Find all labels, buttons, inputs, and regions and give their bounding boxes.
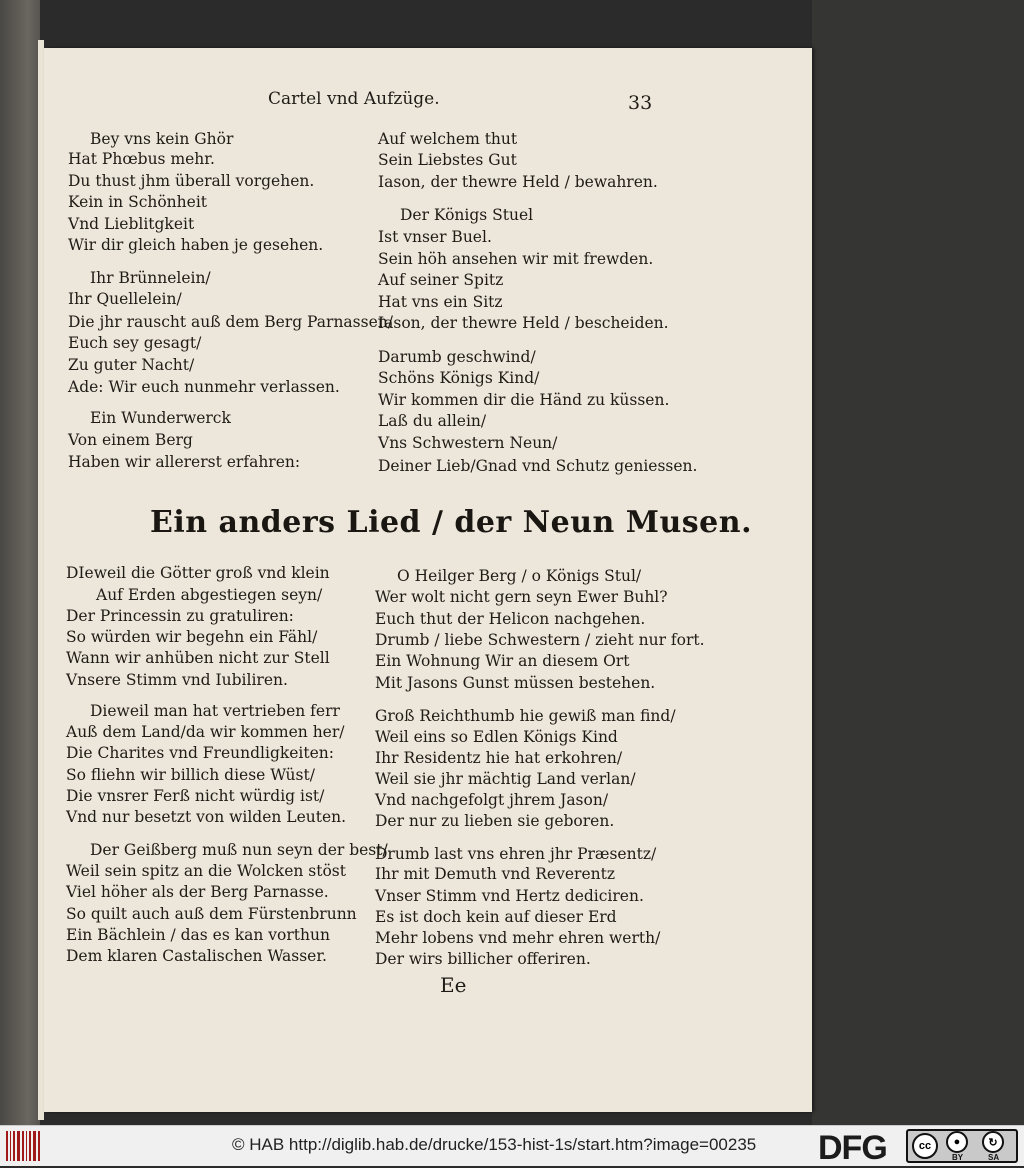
verse-line: Schöns Königs Kind/ <box>378 369 540 387</box>
verse-line: Der Königs Stuel <box>400 206 534 224</box>
verse-line: Vnsere Stimm vnd Iubiliren. <box>66 671 288 689</box>
verse-line: Auf welchem thut <box>378 130 518 148</box>
verse-line: Iason, der thewre Held / bescheiden. <box>378 314 669 332</box>
verse-line: Ein Wohnung Wir an diesem Ort <box>375 652 630 670</box>
verse-line: Der Princessin zu gratuliren: <box>66 607 294 625</box>
verse-line: Der wirs billicher offeriren. <box>375 950 591 968</box>
cc-label-by: BY <box>952 1153 964 1162</box>
signature-mark: Ee <box>440 973 467 997</box>
verse-line: Euch sey gesagt/ <box>68 334 202 352</box>
page-number: 33 <box>628 92 653 114</box>
verse-line: Dem klaren Castalischen Wasser. <box>66 947 327 965</box>
verse-line: Haben wir allererst erfahren: <box>68 453 301 471</box>
dfg-logo: DFG <box>818 1129 887 1167</box>
verse-line: Ihr Quellelein/ <box>68 290 182 308</box>
verse-line: Groß Reichthumb hie gewiß man find/ <box>375 707 676 725</box>
verse-line: So quilt auch auß dem Fürstenbrunn <box>66 905 357 923</box>
barcode-icon <box>6 1131 46 1161</box>
verse-line: Mit Jasons Gunst müssen bestehen. <box>375 674 656 692</box>
verse-line: Ade: Wir euch nunmehr verlassen. <box>68 378 340 396</box>
verse-line: Es ist doch kein auf dieser Erd <box>375 908 617 926</box>
verse-line: Du thust jhm überall vorgehen. <box>68 172 315 190</box>
verse-line: So würden wir begehn ein Fähl/ <box>66 628 318 646</box>
section-title: Ein anders Lied / der Neun Musen. <box>150 505 753 540</box>
verse-line: Drumb / liebe Schwestern / zieht nur fort. <box>375 631 705 649</box>
verse-line: Die jhr rauscht auß dem Berg Parnassen/ <box>68 313 393 331</box>
verse-line: Euch thut der Helicon nachgehen. <box>375 610 646 628</box>
cc-label-sa: SA <box>988 1153 1000 1162</box>
verse-line: Ihr Brünnelein/ <box>90 269 211 287</box>
book-spine-left <box>0 0 40 1125</box>
verse-line: Vnser Stimm vnd Hertz dediciren. <box>375 887 644 905</box>
verse-line: Wer wolt nicht gern seyn Ewer Buhl? <box>375 588 668 606</box>
copyright-link[interactable]: © HAB http://diglib.hab.de/drucke/153-hist-1s/start.htm?image=00235 <box>232 1135 757 1154</box>
viewer-footer <box>0 1125 1024 1166</box>
verse-line: Von einem Berg <box>68 431 193 449</box>
attribution-icon: ● <box>946 1131 968 1153</box>
running-title: Cartel vnd Aufzüge. <box>268 89 440 109</box>
verse-line: Sein höh ansehen wir mit frewden. <box>378 250 654 268</box>
verse-line: Der Geißberg muß nun seyn der best/ <box>90 841 388 859</box>
verse-line: Ihr mit Demuth vnd Reverentz <box>375 865 615 883</box>
cc-license-badge[interactable] <box>906 1129 1018 1163</box>
verse-line: Ein Bächlein / das es kan vorthun <box>66 926 330 944</box>
verse-line: Zu guter Nacht/ <box>68 356 195 374</box>
verse-line: Sein Liebstes Gut <box>378 151 517 169</box>
verse-line: Wir kommen dir die Händ zu küssen. <box>378 391 670 409</box>
verse-line: Vnd nachgefolgt jhrem Jason/ <box>375 791 609 809</box>
verse-line: Vnd Lieblitgkeit <box>68 215 195 233</box>
verse-line: O Heilger Berg / o Königs Stul/ <box>397 567 642 585</box>
verse-line: Darumb geschwind/ <box>378 348 536 366</box>
verse-line: Hat Phœbus mehr. <box>68 150 215 168</box>
verse-line: Ist vnser Buel. <box>378 228 492 246</box>
verse-line: Die Charites vnd Freundligkeiten: <box>66 744 334 762</box>
verse-line: Wann wir anhüben nicht zur Stell <box>66 649 330 667</box>
verse-line: Bey vns kein Ghör <box>90 130 234 148</box>
sa-group <box>980 1131 1010 1161</box>
verse-line: Iason, der thewre Held / bewahren. <box>378 173 658 191</box>
by-group <box>944 1131 974 1161</box>
verse-line: So fliehn wir billich diese Wüst/ <box>66 766 315 784</box>
verse-line: Hat vns ein Sitz <box>378 293 503 311</box>
verse-line: Ein Wunderwerck <box>90 409 231 427</box>
verse-line: Kein in Schönheit <box>68 193 208 211</box>
verse-line: Die vnsrer Ferß nicht würdig ist/ <box>66 787 325 805</box>
verse-line: Auf seiner Spitz <box>378 271 504 289</box>
cc-icon: cc <box>912 1133 938 1159</box>
verse-line: Wir dir gleich haben je gesehen. <box>68 236 324 254</box>
verse-line: Weil sein spitz an die Wolcken stöst <box>66 862 346 880</box>
verse-line: Dieweil man hat vertrieben ferr <box>90 702 340 720</box>
verse-line: Vnd nur besetzt von wilden Leuten. <box>66 808 347 826</box>
verse-line: Auß dem Land/da wir kommen her/ <box>66 723 345 741</box>
verse-line: Weil sie jhr mächtig Land verlan/ <box>375 770 636 788</box>
verse-line: Mehr lobens vnd mehr ehren werth/ <box>375 929 661 947</box>
verse-line: DIeweil die Götter groß vnd klein <box>66 564 330 582</box>
verse-line: Vns Schwestern Neun/ <box>378 434 558 452</box>
verse-line: Viel höher als der Berg Parnasse. <box>66 883 329 901</box>
verse-line: Ihr Residentz hie hat erkohren/ <box>375 749 623 767</box>
share-alike-icon: ↻ <box>982 1131 1004 1153</box>
verse-line: Der nur zu lieben sie geboren. <box>375 812 615 830</box>
verse-line: Deiner Lieb/Gnad vnd Schutz geniessen. <box>378 457 698 475</box>
verse-line: Laß du allein/ <box>378 412 487 430</box>
verse-line: Weil eins so Edlen Königs Kind <box>375 728 618 746</box>
verse-line: Auf Erden abgestiegen seyn/ <box>96 586 323 604</box>
verse-line: Drumb last vns ehren jhr Præsentz/ <box>375 845 657 863</box>
background-right <box>812 0 1024 1125</box>
